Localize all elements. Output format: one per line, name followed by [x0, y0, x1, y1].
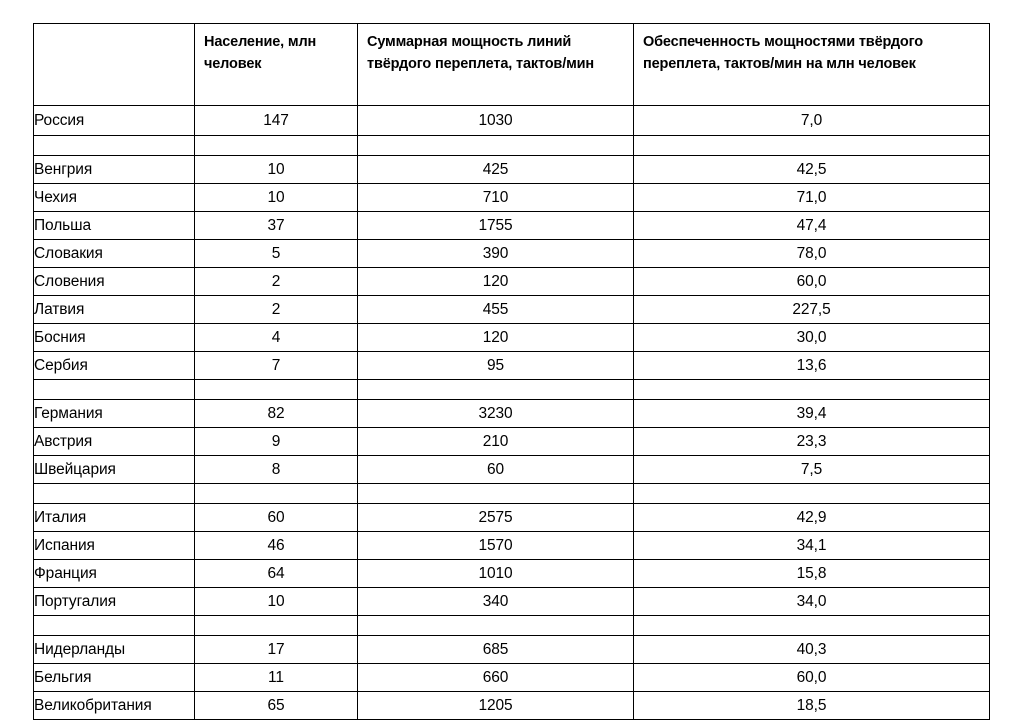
cell-total-capacity: 1010	[358, 560, 634, 588]
table-row	[34, 664, 990, 692]
cell-country: Швейцария	[34, 456, 195, 484]
cell-total-capacity: 120	[358, 268, 634, 296]
table-spacer-row	[34, 136, 990, 156]
cell-total-capacity: 2575	[358, 504, 634, 532]
table-row	[34, 240, 990, 268]
cell-population: 11	[195, 664, 358, 692]
column-header-population: Население, млн человек	[195, 24, 358, 106]
table-spacer-row	[34, 616, 990, 636]
spacer-cell	[634, 380, 990, 400]
spacer-cell	[358, 616, 634, 636]
cell-capacity-per-million: 47,4	[634, 212, 990, 240]
spacer-cell	[634, 136, 990, 156]
cell-population: 64	[195, 560, 358, 588]
cell-population: 4	[195, 324, 358, 352]
table-spacer-row	[34, 380, 990, 400]
cell-total-capacity: 1205	[358, 692, 634, 720]
cell-country: Великобритания	[34, 692, 195, 720]
cell-population: 10	[195, 184, 358, 212]
cell-population: 60	[195, 504, 358, 532]
cell-country: Испания	[34, 532, 195, 560]
cell-country: Словения	[34, 268, 195, 296]
cell-country: Чехия	[34, 184, 195, 212]
cell-population: 2	[195, 268, 358, 296]
cell-population: 17	[195, 636, 358, 664]
cell-capacity-per-million: 39,4	[634, 400, 990, 428]
cell-country: Польша	[34, 212, 195, 240]
cell-capacity-per-million: 30,0	[634, 324, 990, 352]
table-row	[34, 184, 990, 212]
table-row	[34, 400, 990, 428]
cell-total-capacity: 710	[358, 184, 634, 212]
table-row	[34, 504, 990, 532]
cell-total-capacity: 120	[358, 324, 634, 352]
cell-population: 37	[195, 212, 358, 240]
table-row	[34, 532, 990, 560]
cell-population: 9	[195, 428, 358, 456]
cell-total-capacity: 1030	[358, 106, 634, 136]
cell-population: 65	[195, 692, 358, 720]
table-row	[34, 156, 990, 184]
spacer-cell	[34, 484, 195, 504]
cell-capacity-per-million: 78,0	[634, 240, 990, 268]
column-header-total-capacity: Суммарная мощность линий твёрдого переплета, тактов/мин	[358, 24, 634, 106]
cell-capacity-per-million: 34,1	[634, 532, 990, 560]
cell-population: 2	[195, 296, 358, 324]
cell-population: 10	[195, 588, 358, 616]
spacer-cell	[358, 136, 634, 156]
spacer-cell	[34, 616, 195, 636]
table-row	[34, 636, 990, 664]
cell-total-capacity: 210	[358, 428, 634, 456]
cell-country: Австрия	[34, 428, 195, 456]
cell-total-capacity: 390	[358, 240, 634, 268]
table-row	[34, 352, 990, 380]
spacer-cell	[195, 484, 358, 504]
cell-capacity-per-million: 7,5	[634, 456, 990, 484]
cell-country: Нидерланды	[34, 636, 195, 664]
table-row	[34, 692, 990, 720]
cell-total-capacity: 685	[358, 636, 634, 664]
spacer-cell	[358, 380, 634, 400]
cell-capacity-per-million: 42,5	[634, 156, 990, 184]
cell-country: Португалия	[34, 588, 195, 616]
cell-capacity-per-million: 60,0	[634, 268, 990, 296]
spacer-cell	[34, 380, 195, 400]
cell-population: 8	[195, 456, 358, 484]
cell-population: 147	[195, 106, 358, 136]
cell-total-capacity: 425	[358, 156, 634, 184]
cell-population: 10	[195, 156, 358, 184]
cell-country: Венгрия	[34, 156, 195, 184]
cell-total-capacity: 455	[358, 296, 634, 324]
table-row	[34, 268, 990, 296]
cell-capacity-per-million: 227,5	[634, 296, 990, 324]
cell-country: Сербия	[34, 352, 195, 380]
spacer-cell	[358, 484, 634, 504]
cell-total-capacity: 1570	[358, 532, 634, 560]
spacer-cell	[634, 484, 990, 504]
cell-country: Италия	[34, 504, 195, 532]
cell-country: Германия	[34, 400, 195, 428]
table-body	[34, 106, 990, 720]
cell-total-capacity: 340	[358, 588, 634, 616]
table-spacer-row	[34, 484, 990, 504]
cell-capacity-per-million: 42,9	[634, 504, 990, 532]
cell-country: Бельгия	[34, 664, 195, 692]
cell-country: Латвия	[34, 296, 195, 324]
spacer-cell	[634, 616, 990, 636]
table-row	[34, 588, 990, 616]
cell-population: 82	[195, 400, 358, 428]
cell-country: Франция	[34, 560, 195, 588]
cell-population: 5	[195, 240, 358, 268]
cell-total-capacity: 660	[358, 664, 634, 692]
column-header-country	[34, 24, 195, 106]
cell-capacity-per-million: 18,5	[634, 692, 990, 720]
table-row	[34, 428, 990, 456]
cell-country: Россия	[34, 106, 195, 136]
cell-total-capacity: 60	[358, 456, 634, 484]
spacer-cell	[34, 136, 195, 156]
cell-capacity-per-million: 7,0	[634, 106, 990, 136]
cell-country: Босния	[34, 324, 195, 352]
cell-total-capacity: 3230	[358, 400, 634, 428]
table-row	[34, 456, 990, 484]
spacer-cell	[195, 136, 358, 156]
cell-population: 7	[195, 352, 358, 380]
cell-country: Словакия	[34, 240, 195, 268]
table-header	[34, 24, 990, 106]
table-row	[34, 106, 990, 136]
cell-capacity-per-million: 60,0	[634, 664, 990, 692]
table-row	[34, 212, 990, 240]
table-row	[34, 296, 990, 324]
cell-capacity-per-million: 13,6	[634, 352, 990, 380]
cell-total-capacity: 1755	[358, 212, 634, 240]
capacity-table	[33, 23, 990, 720]
cell-capacity-per-million: 34,0	[634, 588, 990, 616]
table-row	[34, 324, 990, 352]
cell-capacity-per-million: 40,3	[634, 636, 990, 664]
table-container	[33, 23, 989, 720]
table-row	[34, 560, 990, 588]
cell-capacity-per-million: 15,8	[634, 560, 990, 588]
cell-capacity-per-million: 71,0	[634, 184, 990, 212]
cell-capacity-per-million: 23,3	[634, 428, 990, 456]
header-row	[34, 24, 990, 106]
column-header-capacity-per-million: Обеспеченность мощностями твёрдого переплета, тактов/мин на млн человек	[634, 24, 990, 106]
cell-population: 46	[195, 532, 358, 560]
spacer-cell	[195, 616, 358, 636]
cell-total-capacity: 95	[358, 352, 634, 380]
spacer-cell	[195, 380, 358, 400]
